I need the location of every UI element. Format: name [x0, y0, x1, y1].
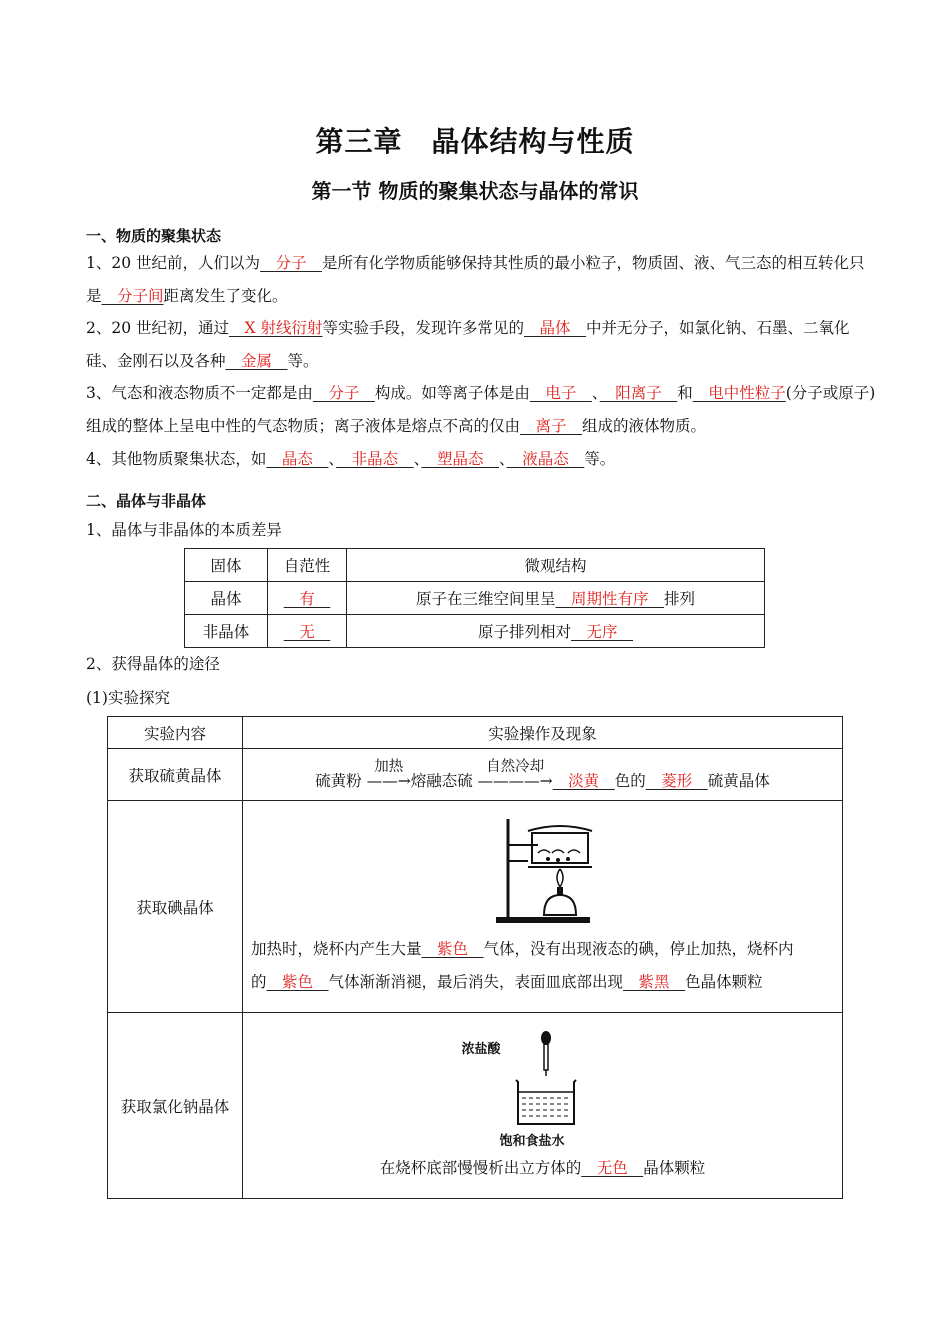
- text: (分子或原子)组成的整体上呈电中性的气态物质；离子液体是熔点不高的仅由: [86, 384, 876, 435]
- nacl-procedure: [243, 1013, 843, 1199]
- table-cell: [268, 582, 347, 615]
- experiment-name: 获取氯化钠晶体: [108, 1013, 243, 1199]
- iodine-sublimation-apparatus-illustration: [488, 817, 598, 927]
- sulfur-procedure: [243, 749, 843, 801]
- iodine-procedure: [243, 801, 843, 1013]
- text: 原子在三维空间里呈: [415, 590, 556, 608]
- section-title: 第一节 物质的聚集状态与晶体的常识: [311, 179, 639, 203]
- blank-answer: 阳离子: [599, 384, 678, 402]
- blank-answer: 有: [283, 590, 331, 608]
- table-cell: [347, 582, 765, 615]
- arrow-label: 自然冷却: [486, 758, 545, 775]
- text: 、: [498, 450, 507, 468]
- blank-answer: 周期性有序: [555, 590, 664, 608]
- text: 1、20 世纪前，人们以为: [86, 254, 261, 272]
- experiment-table: [107, 716, 843, 1199]
- blank-answer: 塑晶态: [421, 450, 499, 468]
- text: 中并无分子，如氯化钠、石墨、二氧化硅、金刚石以及各种: [86, 319, 850, 370]
- text: 3、气态和液态物质不一定都是由: [86, 384, 313, 402]
- blank-answer: 金属: [225, 352, 288, 370]
- text: 2、20 世纪初，通过: [86, 319, 230, 337]
- blank-answer: 非晶态: [336, 450, 414, 468]
- blank-answer: 分子: [312, 384, 375, 402]
- text: 排列: [664, 590, 696, 608]
- paragraph-3: [86, 377, 876, 443]
- text: 4、其他物质聚集状态，如: [86, 450, 267, 468]
- text: 在烧杯底部慢慢析出立方体的: [379, 1158, 582, 1177]
- blank-answer: 液晶态: [506, 450, 585, 468]
- label-conc-hcl: 浓盐酸: [461, 1041, 501, 1057]
- text: 硫黄晶体: [707, 771, 770, 790]
- chapter-title: 第三章 晶体结构与性质: [315, 125, 635, 158]
- text: 熔融态硫: [410, 771, 473, 790]
- blank-answer: 电中性粒子: [692, 384, 786, 402]
- nacl-apparatus: [461, 1030, 618, 1150]
- text: 气体，没有出现液态的碘，停止加热，烧杯内的: [251, 939, 794, 991]
- text: 、: [328, 450, 337, 468]
- text: 色的: [614, 771, 646, 790]
- reaction-arrow-cool: 自然冷却 ————→: [478, 772, 553, 790]
- beaker-dropper-illustration: [508, 1030, 588, 1128]
- text: 硫黄粉: [315, 771, 362, 790]
- text: 等。: [287, 352, 319, 370]
- text: 晶体颗粒: [643, 1158, 706, 1177]
- text: 构成。如等离子体是由: [374, 384, 530, 402]
- text: 组成的液体物质。: [582, 417, 707, 435]
- table-header: 固体: [185, 549, 268, 582]
- blank-answer: 电子: [529, 384, 592, 402]
- blank-answer: 离子: [520, 417, 583, 435]
- blank-answer: 紫黑: [623, 972, 686, 991]
- text: 和: [677, 384, 693, 402]
- blank-answer: X 射线衍射: [229, 319, 323, 337]
- experiment-name: 获取碘晶体: [108, 801, 243, 1013]
- blank-answer: 分子间: [101, 287, 164, 305]
- paragraph-2: [86, 312, 876, 378]
- text: 加热时，烧杯内产生大量: [251, 939, 422, 958]
- table-cell: [347, 615, 765, 648]
- text: 等实验手段，发现许多常见的: [322, 319, 524, 337]
- blank-answer: 紫色: [266, 972, 329, 991]
- table-header: 实验内容: [108, 717, 243, 749]
- text: 等。: [584, 450, 616, 468]
- blank-answer: 无: [283, 623, 331, 641]
- table-cell: 晶体: [185, 582, 268, 615]
- paragraph-1: [86, 247, 876, 313]
- blank-answer: 晶态: [266, 450, 329, 468]
- experiment-name: 获取硫黄晶体: [108, 749, 243, 801]
- blank-answer: 分子: [260, 254, 323, 272]
- text: 气体渐渐消褪，最后消失，表面皿底部出现: [328, 972, 624, 991]
- table-cell: 非晶体: [185, 615, 268, 648]
- text: 色晶体颗粒: [685, 972, 763, 991]
- blank-answer: 无序: [571, 623, 634, 641]
- paragraph-4: [86, 443, 876, 476]
- text: 距离发生了变化。: [163, 287, 288, 305]
- table-header: 微观结构: [347, 549, 765, 582]
- subheading-ways: 2、获得晶体的途径: [86, 655, 220, 673]
- section-heading-2: 二、晶体与非晶体: [86, 492, 207, 510]
- subheading-experiment: (1)实验探究: [86, 689, 170, 707]
- text: 、: [413, 450, 422, 468]
- reaction-arrow-heat: 加热 ——→: [367, 772, 411, 790]
- subheading-essential-difference: 1、晶体与非晶体的本质差异: [86, 521, 282, 539]
- table-cell: [268, 615, 347, 648]
- blank-answer: 晶体: [524, 319, 587, 337]
- text: 、: [591, 384, 600, 402]
- label-saturated-brine: 饱和食盐水: [499, 1133, 565, 1149]
- blank-answer: 紫色: [421, 939, 484, 958]
- nacl-description: [251, 1156, 834, 1178]
- text: 是所有化学物质能够保持其性质的最小粒子，物质固、液、气三态的相互转化只是: [86, 254, 865, 305]
- blank-answer: 淡黄: [552, 771, 615, 790]
- blank-answer: 菱形: [645, 771, 708, 790]
- table-header: 实验操作及现象: [243, 717, 843, 749]
- section-heading-1: 一、物质的聚集状态: [86, 227, 222, 245]
- crystal-comparison-table: [184, 548, 765, 648]
- text: 原子排列相对: [477, 623, 571, 641]
- blank-answer: 无色: [581, 1158, 644, 1177]
- iodine-description: [251, 933, 834, 999]
- table-header: 自范性: [268, 549, 347, 582]
- arrow-label: 加热: [374, 758, 404, 775]
